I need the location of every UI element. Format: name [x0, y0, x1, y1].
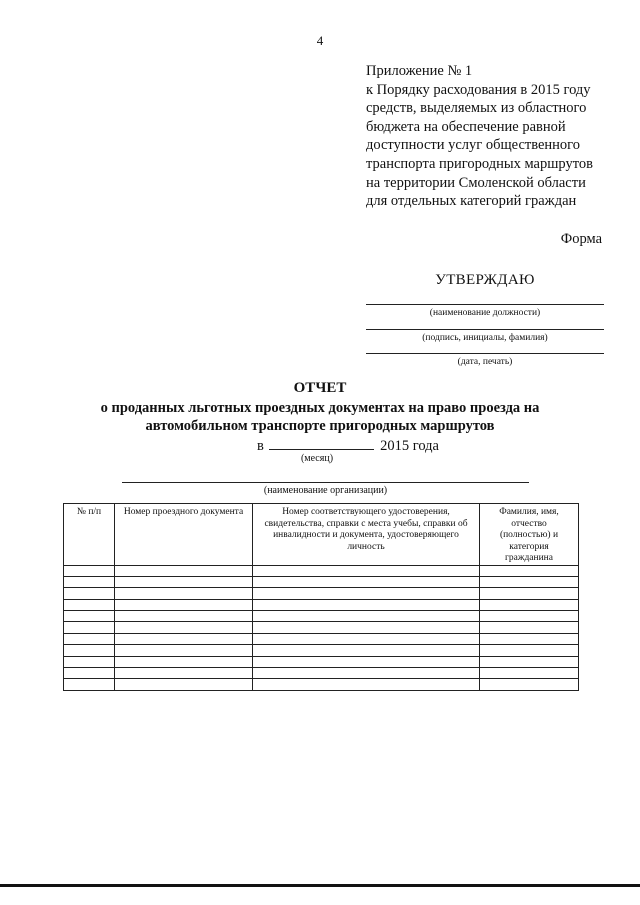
table-row [64, 668, 579, 679]
table-row [64, 576, 579, 587]
table-cell [480, 576, 579, 587]
table-cell [115, 611, 253, 622]
date-caption: (дата, печать) [457, 357, 513, 367]
table-cell [115, 622, 253, 633]
table-cell [115, 633, 253, 644]
col-header-ticket-number: Номер проездного документа [115, 504, 253, 566]
table-row [64, 611, 579, 622]
table-cell [480, 565, 579, 576]
page-number: 4 [316, 33, 324, 48]
signature-line [366, 329, 604, 330]
table-cell [253, 622, 480, 633]
appendix-line: бюджета на обеспечение равной [366, 118, 566, 135]
appendix-line: на территории Смоленской области [366, 174, 586, 191]
month-caption: (месяц) [300, 453, 334, 464]
table-cell [115, 656, 253, 667]
table-cell [480, 611, 579, 622]
table-cell [480, 599, 579, 610]
table-cell [480, 633, 579, 644]
table-cell [253, 656, 480, 667]
period-prefix: в [257, 438, 264, 454]
col-header-number: № п/п [64, 504, 115, 566]
approval-title: УТВЕРЖДАЮ [435, 272, 535, 288]
table-cell [64, 588, 115, 599]
table-cell [480, 622, 579, 633]
table-cell [64, 679, 115, 690]
table-cell [115, 588, 253, 599]
appendix-line: Приложение № 1 [366, 63, 473, 79]
table-cell [480, 668, 579, 679]
month-blank-line [269, 437, 374, 450]
period-year: 2015 года [380, 438, 439, 454]
table-cell [253, 633, 480, 644]
table-cell [480, 679, 579, 690]
table-row [64, 645, 579, 656]
table-cell [480, 645, 579, 656]
table-row [64, 622, 579, 633]
table-cell [64, 565, 115, 576]
appendix-line: доступности услуг общественного [366, 137, 581, 154]
table-cell [64, 656, 115, 667]
table-cell [253, 611, 480, 622]
signature-caption: (подпись, инициалы, фамилия) [422, 333, 548, 343]
table-cell [115, 599, 253, 610]
table-cell [253, 645, 480, 656]
organization-caption: (наименование организации) [263, 485, 388, 496]
table-cell [115, 668, 253, 679]
table-cell [64, 611, 115, 622]
table-cell [253, 565, 480, 576]
appendix-line: средств, выделяемых из областного [366, 100, 587, 117]
table-row [64, 656, 579, 667]
table-cell [115, 576, 253, 587]
table-cell [253, 588, 480, 599]
appendix-line: к Порядку расходования в 2015 году [366, 81, 591, 98]
table-row [64, 565, 579, 576]
appendix-block [366, 62, 636, 211]
table-row [64, 679, 579, 690]
appendix-line: для отдельных категорий граждан [366, 193, 577, 210]
bottom-border [0, 884, 640, 887]
position-line [366, 304, 604, 305]
table-cell [253, 599, 480, 610]
table-cell [115, 645, 253, 656]
position-caption: (наименование должности) [429, 308, 541, 318]
table-row [64, 588, 579, 599]
table-cell [253, 576, 480, 587]
table-cell [253, 668, 480, 679]
table-body [64, 565, 579, 690]
table-row [64, 599, 579, 610]
table-header-row [64, 504, 579, 566]
report-subtitle-line2: автомобильном транспорте пригородных маршрутов [145, 418, 495, 434]
table-cell [115, 565, 253, 576]
report-table [63, 503, 579, 691]
table-cell [253, 679, 480, 690]
table-cell [64, 576, 115, 587]
col-header-id-document: Номер соответствующего удостоверения, свидетельства, справки с места учебы, справки об инвалидности и документа, удостоверяющего личность [253, 504, 480, 566]
appendix-line: транспорта пригородных маршрутов [366, 155, 593, 172]
report-subtitle-line1: о проданных льготных проездных документах на право проезда на [100, 400, 540, 416]
table-cell [64, 633, 115, 644]
table-cell [64, 645, 115, 656]
date-line [366, 353, 604, 354]
report-title: ОТЧЕТ [293, 380, 347, 396]
table-cell [64, 599, 115, 610]
col-header-full-name: Фамилия, имя, отчество (полностью) и категория гражданина [480, 504, 579, 566]
table-cell [480, 656, 579, 667]
form-label: Форма [560, 231, 602, 247]
table-cell [64, 668, 115, 679]
table-cell [480, 588, 579, 599]
table-cell [115, 679, 253, 690]
table-row [64, 633, 579, 644]
organization-line [122, 482, 529, 483]
table-cell [64, 622, 115, 633]
